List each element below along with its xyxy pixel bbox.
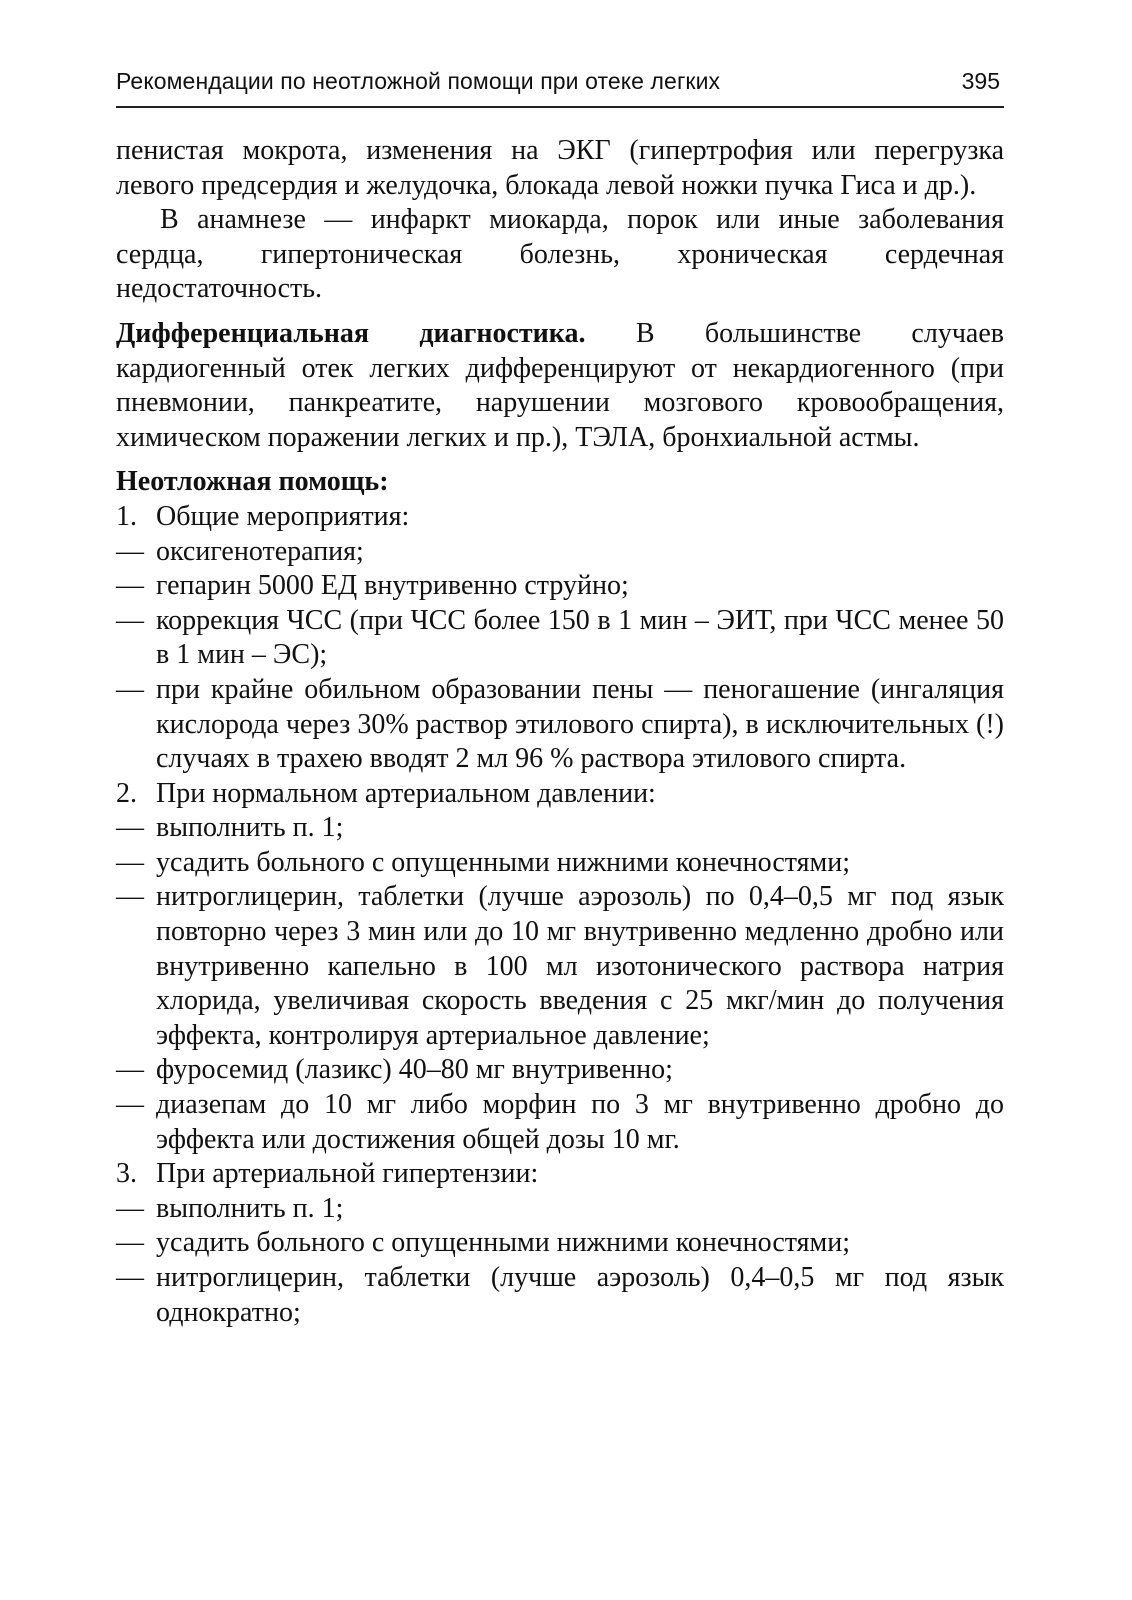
list-marker: —	[116, 1262, 144, 1293]
list-item-text: нитроглицерин, таблетки (лучше аэрозоль) 0,4–0,5 мг под язык однократно;	[156, 1262, 1004, 1328]
list-marker: —	[116, 812, 144, 844]
list-item	[116, 569, 1004, 604]
treatment-list	[116, 500, 1004, 1330]
list-item-text: гепарин 5000 ЕД внутривенно струйно;	[156, 570, 629, 602]
running-header	[116, 64, 1004, 108]
list-marker: —	[116, 846, 144, 878]
list-item	[116, 604, 1004, 673]
list-item	[116, 1088, 1004, 1157]
list-item	[116, 1157, 1004, 1192]
header-title: Рекомендации по неотложной помощи при отеке легких	[116, 68, 721, 94]
list-marker: —	[116, 881, 144, 913]
list-marker: —	[116, 673, 144, 705]
list-item-text: нитроглицерин, таблетки (лучше аэрозоль) по 0,4–0,5 мг под язык повторно через 3 мин или до 10 мг внутривенно медленно дробно или внутривенно капельно в 100 мл изотонического раствора натрия хлорида, увеличивая скорость введения с 25 мкг/мин до получения эффекта, контролируя артериальное давление;	[156, 881, 1004, 1051]
list-item-text: фуросемид (лазикс) 40–80 мг внутривенно;	[156, 1054, 673, 1086]
paragraph-continuation: пенистая мокрота, изменения на ЭКГ (гипертрофия или перегрузка левого предсердия и желудочка, блокада левой ножки пучка Гиса и др.).	[116, 135, 1004, 201]
page-number: 395	[961, 68, 1000, 94]
list-item	[116, 1226, 1004, 1261]
differential-heading: Дифференциальная диагностика.	[116, 317, 586, 349]
list-item	[116, 535, 1004, 570]
list-item-text: При артериальной гипертензии:	[156, 1158, 539, 1190]
list-marker: —	[116, 604, 144, 636]
list-item-text: оксигенотерапия;	[156, 535, 364, 567]
paragraph-differential	[116, 317, 1004, 455]
list-marker: —	[116, 1192, 144, 1224]
list-item	[116, 846, 1004, 881]
list-marker: —	[116, 535, 144, 567]
list-item-text: усадить больного с опущенными нижними конечностями;	[156, 846, 851, 878]
list-item-text: диазепам до 10 мг либо морфин по 3 мг внутривенно дробно до эффекта или достижения общей дозы 10 мг.	[156, 1089, 1004, 1155]
emergency-heading: Неотложная помощь:	[116, 466, 389, 498]
list-marker: —	[116, 1054, 144, 1086]
list-item	[116, 777, 1004, 812]
list-item-text: выполнить п. 1;	[156, 812, 344, 844]
list-marker: —	[116, 1089, 144, 1121]
list-item	[116, 811, 1004, 846]
differential-text: В большинстве случаев кардиогенный отек легких дифференцируют от некардиогенного (при пневмонии, панкреатите, нарушении мозгового кровообращения, химическом поражении легких и пр.), ТЭЛА, бронхиальной астмы.	[116, 317, 1004, 453]
list-item	[116, 1261, 1004, 1330]
list-marker: 2.	[116, 777, 137, 809]
list-item-text: выполнить п. 1;	[156, 1192, 344, 1224]
list-item-text: коррекция ЧСС (при ЧСС более 150 в 1 мин – ЭИТ, при ЧСС менее 50 в 1 мин – ЭС);	[156, 604, 1004, 671]
paragraph-anamnesis: В анамнезе — инфаркт миокарда, порок или иные заболевания сердца, гипертоническая болезнь, хроническая сердечная недостаточность.	[116, 204, 1004, 305]
page-body	[116, 134, 1004, 1330]
list-marker: —	[116, 570, 144, 602]
list-marker: —	[116, 1227, 144, 1259]
list-item-text: При нормальном артериальном давлении:	[156, 777, 656, 809]
list-item	[116, 1192, 1004, 1227]
list-item-text: при крайне обильном образовании пены — пеногашение (ингаляция кислорода через 30% раствор этилового спирта), в исключительных (!) случаях в трахею вводят 2 мл 96 % раствора этилового спирта.	[156, 673, 1004, 775]
list-item	[116, 880, 1004, 1053]
list-item	[116, 1053, 1004, 1088]
list-marker: 1.	[116, 500, 137, 532]
list-item-text: усадить больного с опущенными нижними конечностями;	[156, 1227, 851, 1259]
list-marker: 3.	[116, 1158, 137, 1190]
list-item	[116, 673, 1004, 777]
list-item	[116, 500, 1004, 535]
list-item-text: Общие мероприятия:	[156, 500, 410, 532]
